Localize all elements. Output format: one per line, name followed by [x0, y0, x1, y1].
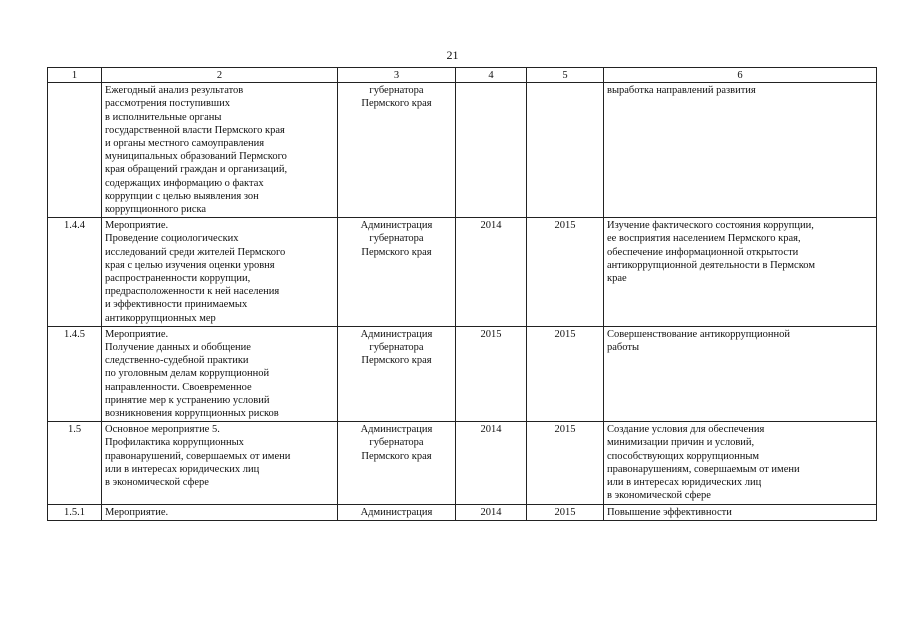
item-description: [102, 83, 338, 218]
table-row: [48, 218, 877, 327]
item-expected-result-line: минимизации причин и условий,: [607, 437, 755, 449]
item-number: 1.5: [48, 422, 102, 504]
item-description-line: антикоррупционных мер: [105, 312, 216, 324]
item-executor-line: Администрация: [360, 424, 433, 436]
item-expected-result-line: антикоррупционной деятельности в Пермском: [607, 259, 815, 271]
item-description-line: и органы местного самоуправления: [105, 138, 265, 150]
item-description-line: Мероприятие.: [105, 506, 169, 518]
item-expected-result-line: работы: [607, 342, 640, 354]
item-end-year: 2015: [527, 422, 604, 504]
item-expected-result-line: ее восприятия населением Пермского края,: [607, 233, 801, 245]
table-header-row: [48, 68, 877, 83]
column-header: 4: [456, 68, 527, 83]
item-end-year: 2015: [527, 504, 604, 520]
item-description-line: и эффективности принимаемых: [105, 299, 248, 311]
item-description-line: или в интересах юридических лиц: [105, 463, 260, 475]
item-description-line: Проведение социологических: [105, 233, 239, 245]
item-description-line: края с целью изучения оценки уровня: [105, 259, 275, 271]
table-row: [48, 326, 877, 421]
item-expected-result-line: Совершенствование антикоррупционной: [607, 328, 790, 340]
item-start-year: 2014: [456, 504, 527, 520]
item-expected-result-line: или в интересах юридических лиц: [607, 477, 762, 489]
item-expected-result: [604, 504, 877, 520]
item-executor-line: губернатора: [369, 233, 424, 245]
item-number: 1.4.4: [48, 218, 102, 327]
item-executor: [338, 218, 456, 327]
item-executor: [338, 422, 456, 504]
item-expected-result-line: крае: [607, 273, 627, 285]
item-description: [102, 504, 338, 520]
measures-table: [47, 67, 877, 521]
item-expected-result-line: Создание условия для обеспечения: [607, 424, 765, 436]
item-description-line: возникновения коррупционных рисков: [105, 408, 279, 420]
item-expected-result-line: выработка направлений развития: [607, 85, 756, 97]
item-expected-result-line: Изучение фактического состояния коррупции,: [607, 220, 814, 232]
item-description: [102, 326, 338, 421]
item-executor-line: Пермского края: [361, 355, 432, 367]
item-description-line: принятие мер к устранению условий: [105, 394, 270, 406]
item-expected-result: [604, 218, 877, 327]
item-description-line: предрасположенности к ней населения: [105, 286, 280, 298]
item-description-line: Получение данных и обобщение: [105, 342, 251, 354]
item-expected-result: [604, 326, 877, 421]
item-description-line: исследований среди жителей Пермского: [105, 246, 286, 258]
item-description-line: Мероприятие.: [105, 328, 169, 340]
item-description-line: муниципальных образований Пермского: [105, 151, 287, 163]
item-description-line: Ежегодный анализ результатов: [105, 85, 244, 97]
item-executor-line: Администрация: [360, 506, 433, 518]
item-executor-line: губернатора: [369, 342, 424, 354]
column-header: 1: [48, 68, 102, 83]
item-expected-result-line: правонарушениям, совершаемым от имени: [607, 463, 800, 475]
page-number: 21: [446, 48, 459, 62]
column-header: 2: [102, 68, 338, 83]
item-executor-line: губернатора: [369, 85, 424, 97]
item-executor-line: Администрация: [360, 328, 433, 340]
item-description-line: рассмотрения поступивших: [105, 98, 230, 110]
item-description: [102, 422, 338, 504]
item-end-year: 2015: [527, 218, 604, 327]
item-start-year: 2014: [456, 218, 527, 327]
item-description-line: по уголовным делам коррупционной: [105, 368, 270, 380]
item-description-line: коррупционного риска: [105, 204, 207, 216]
item-description-line: государственной власти Пермского края: [105, 124, 285, 136]
table-row: [48, 504, 877, 520]
item-description-line: Мероприятие.: [105, 220, 169, 232]
item-start-year: [456, 83, 527, 218]
column-header: 3: [338, 68, 456, 83]
item-description-line: Основное мероприятие 5.: [105, 424, 220, 436]
item-expected-result-line: в экономической сфере: [607, 490, 711, 502]
column-header: 5: [527, 68, 604, 83]
item-description-line: следственно-судебной практики: [105, 355, 249, 367]
item-description-line: в экономической сфере: [105, 477, 209, 489]
item-expected-result-line: Повышение эффективности: [607, 506, 732, 518]
item-executor: [338, 83, 456, 218]
item-expected-result: [604, 422, 877, 504]
item-executor-line: губернатора: [369, 437, 424, 449]
table-row: [48, 83, 877, 218]
table-row: [48, 422, 877, 504]
item-expected-result: [604, 83, 877, 218]
item-description-line: направленности. Своевременное: [105, 381, 252, 393]
item-executor-line: Пермского края: [361, 450, 432, 462]
item-description-line: в исполнительные органы: [105, 111, 222, 123]
item-description-line: правонарушений, совершаемых от имени: [105, 450, 291, 462]
item-number: [48, 83, 102, 218]
item-number: 1.5.1: [48, 504, 102, 520]
column-header: 6: [604, 68, 877, 83]
item-end-year: [527, 83, 604, 218]
item-description-line: края обращений граждан и организаций,: [105, 164, 288, 176]
item-start-year: 2014: [456, 422, 527, 504]
item-executor-line: Пермского края: [361, 246, 432, 258]
item-number: 1.4.5: [48, 326, 102, 421]
item-executor-line: Администрация: [360, 220, 433, 232]
item-description-line: распространенности коррупции,: [105, 273, 251, 285]
item-description-line: содержащих информацию о фактах: [105, 177, 264, 189]
item-expected-result-line: обеспечение информационной открытости: [607, 246, 799, 258]
item-end-year: 2015: [527, 326, 604, 421]
item-executor: [338, 504, 456, 520]
item-description: [102, 218, 338, 327]
item-executor-line: Пермского края: [361, 98, 432, 110]
item-start-year: 2015: [456, 326, 527, 421]
item-description-line: коррупции с целью выявления зон: [105, 190, 259, 202]
item-expected-result-line: способствующих коррупционным: [607, 450, 760, 462]
item-description-line: Профилактика коррупционных: [105, 437, 244, 449]
item-executor: [338, 326, 456, 421]
